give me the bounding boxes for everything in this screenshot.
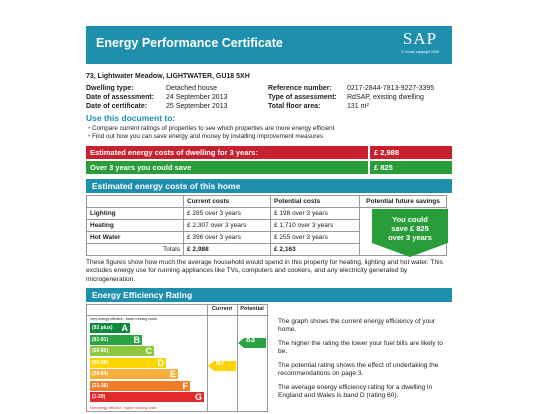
savings-line-3: over 3 years: [388, 233, 432, 242]
costs-table-header: [87, 196, 447, 208]
savings-line-2: save £ 825: [391, 224, 429, 233]
chart-divider: [87, 315, 267, 316]
dwelling-type-label: Dwelling type:: [86, 85, 134, 92]
row-potential: £ 255 over 3 years: [271, 232, 360, 244]
floor-area-value: 131 m²: [347, 103, 369, 110]
top-efficiency-note: Very energy efficient - lower running costs: [90, 317, 157, 321]
row-potential: £ 198 over 3 years: [271, 208, 360, 220]
dwelling-type-value: Detached house: [166, 85, 217, 92]
certificate-header: [86, 26, 452, 64]
use-document-list: [88, 125, 334, 141]
row-label: Lighting: [87, 208, 184, 220]
costs-section-header: [86, 179, 452, 193]
band-letter: D: [157, 357, 164, 368]
row-label: Hot Water: [87, 232, 184, 244]
assessment-type-label: Type of assessment:: [268, 94, 337, 101]
assessment-date-value: 24 September 2013: [166, 94, 228, 101]
use-document-heading: Use this document to:: [86, 113, 176, 123]
savings-bar: [86, 161, 368, 174]
band-letter: A: [121, 323, 128, 333]
rating-band-g: [90, 392, 204, 402]
reference-value: 0217-2844-7813-9227-3395: [347, 85, 435, 92]
band-range: (55-68): [92, 359, 109, 366]
explanation-text: The higher the rating the lower your fuel bills are likely to be.: [278, 340, 443, 355]
assessment-date-label: Date of assessment:: [86, 94, 155, 101]
savings-label: Over 3 years you could save: [90, 163, 192, 172]
rating-band-e: [90, 369, 178, 379]
rating-band-b: [90, 335, 142, 345]
potential-rating-marker: [238, 335, 266, 345]
band-letter: C: [145, 346, 152, 356]
savings-line-1: You could: [392, 215, 428, 224]
potential-column-label: Potential: [240, 306, 264, 312]
band-letter: F: [182, 380, 188, 391]
savings-arrow: [370, 209, 450, 257]
costs-header-current: Current costs: [184, 196, 271, 208]
costs-section-title: Estimated energy costs of this home: [92, 181, 241, 191]
rating-band-d: [90, 358, 166, 368]
totals-label: Totals: [87, 244, 184, 256]
certificate-title: Energy Performance Certificate: [96, 36, 283, 50]
sap-logo: [396, 28, 444, 62]
use-document-bullet: • Find out how you can save energy and money by installing improvement measures: [88, 133, 323, 140]
total-potential: £ 2,163: [271, 244, 360, 256]
savings-value: £ 825: [374, 163, 393, 172]
rating-value: 67: [216, 357, 225, 367]
row-potential: £ 1,710 over 3 years: [271, 220, 360, 232]
row-label: Heating: [87, 220, 184, 232]
rating-band-a: [90, 323, 130, 333]
band-letter: G: [194, 392, 202, 402]
sap-logo-text: SAP: [402, 29, 438, 48]
explanation-text: The graph shows the current energy efficiency of your home.: [278, 318, 436, 333]
assessment-type-value: RdSAP, existing dwelling: [347, 94, 424, 101]
bottom-efficiency-note: Not energy efficient - higher running costs: [90, 406, 157, 410]
explanation-text: The potential rating shows the effect of undertaking the recommendations on page 3.: [278, 362, 439, 377]
figures-note: These figures show how much the average household would spend in this property for heating, lighting and hot water. This excludes energy use for running appliances like TVs, computers and cookers, and any electricity generated by microgeneration.: [86, 259, 443, 283]
row-current: £ 396 over 3 years: [184, 232, 271, 244]
estimated-costs-value: £ 2,988: [374, 148, 400, 157]
rating-value: 83: [246, 334, 255, 344]
band-range: (69-80): [92, 348, 109, 354]
band-range: (1-20): [92, 394, 106, 400]
efficiency-chart: [86, 304, 268, 412]
efficiency-explanation: [278, 318, 450, 400]
current-column-label: Current: [211, 306, 233, 312]
floor-area-label: Total floor area:: [268, 103, 321, 110]
row-current: £ 2,307 over 3 years: [184, 220, 271, 232]
certificate-date-label: Date of certificate:: [86, 103, 148, 110]
potential-column: [237, 305, 268, 411]
row-current: £ 285 over 3 years: [184, 208, 271, 220]
estimated-costs-label: Estimated energy costs of dwelling for 3 years:: [90, 148, 258, 157]
band-range: (21-38): [92, 382, 109, 389]
savings-value-box: [370, 161, 452, 174]
band-range: (39-54): [92, 371, 109, 377]
estimated-costs-bar: [86, 146, 368, 159]
band-range: (81-91): [92, 336, 109, 343]
current-rating-marker: [208, 358, 236, 368]
efficiency-section-header: [86, 288, 452, 302]
band-range: (92 plus): [92, 325, 113, 331]
rating-band-f: [90, 381, 190, 391]
costs-header-empty: [87, 196, 184, 208]
band-letter: B: [133, 334, 140, 345]
reference-label: Reference number:: [268, 85, 332, 92]
use-document-bullet: • Compare current ratings of properties to see which properties are more energy efficient: [88, 125, 335, 132]
costs-header-potential: Potential costs: [271, 196, 360, 208]
explanation-text: The average energy efficiency rating for a dwelling in England and Wales is band D (rating 60).: [278, 384, 433, 399]
certificate-date-value: 25 September 2013: [166, 103, 228, 110]
efficiency-section-title: Energy Efficiency Rating: [92, 290, 193, 300]
property-address: 73, Lightwater Meadow, LIGHTWATER, GU18 5XH: [86, 73, 250, 80]
rating-band-c: [90, 346, 154, 356]
estimated-costs-value-box: [370, 146, 452, 159]
sap-copyright: © Crown copyright 2009: [401, 50, 439, 54]
costs-header-savings: Potential future savings: [360, 196, 447, 208]
band-letter: E: [169, 369, 176, 379]
total-current: £ 2,988: [184, 244, 271, 256]
